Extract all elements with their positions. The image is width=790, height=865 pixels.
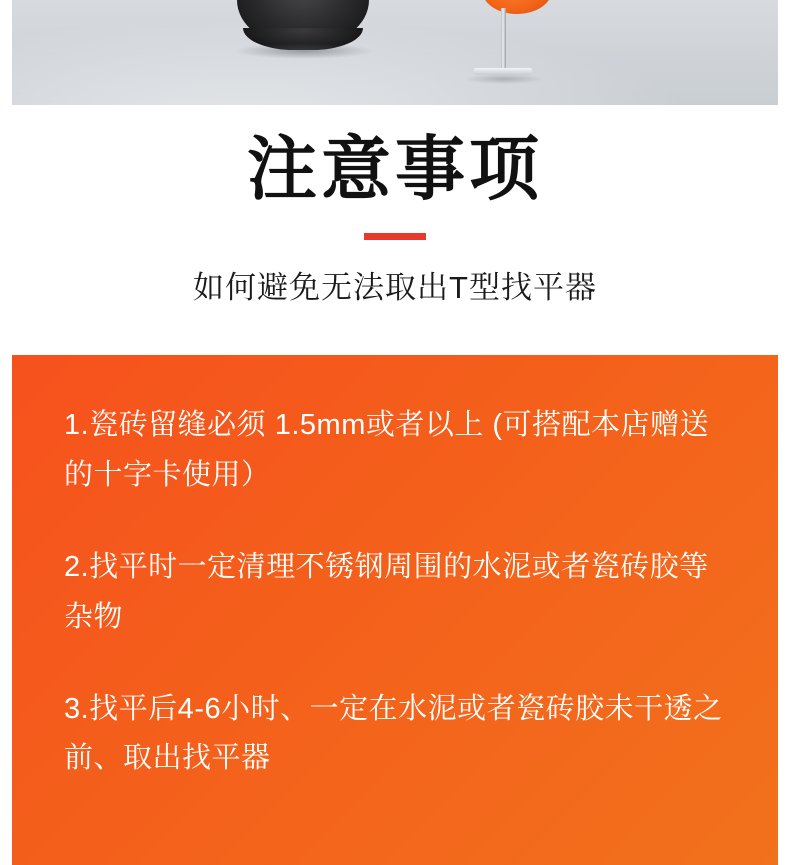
- notice-item: 2.找平时一定清理不锈钢周围的水泥或者瓷砖胶等杂物: [64, 550, 709, 633]
- page-subtitle: 如何避免无法取出T型找平器: [193, 269, 597, 305]
- leveling-clip-stem-icon: [501, 8, 506, 70]
- orange-disc-shadow: [464, 74, 544, 84]
- black-suction-cup-shadow: [234, 43, 374, 59]
- notice-item: 1.瓷砖留缝必须 1.5mm或者以上 (可搭配本店赠送的十字卡使用）: [64, 409, 710, 491]
- notice-item: 3.找平后4-6小时、一定在水泥或者瓷砖胶未干透之前、取出找平器: [64, 692, 723, 775]
- heading-section: [0, 105, 790, 350]
- notice-panel: [12, 355, 778, 865]
- title-divider: [364, 233, 426, 240]
- product-photo-banner: [12, 0, 778, 105]
- photo-surface-sheen: [12, 0, 778, 105]
- page-title: 注意事项: [247, 130, 543, 208]
